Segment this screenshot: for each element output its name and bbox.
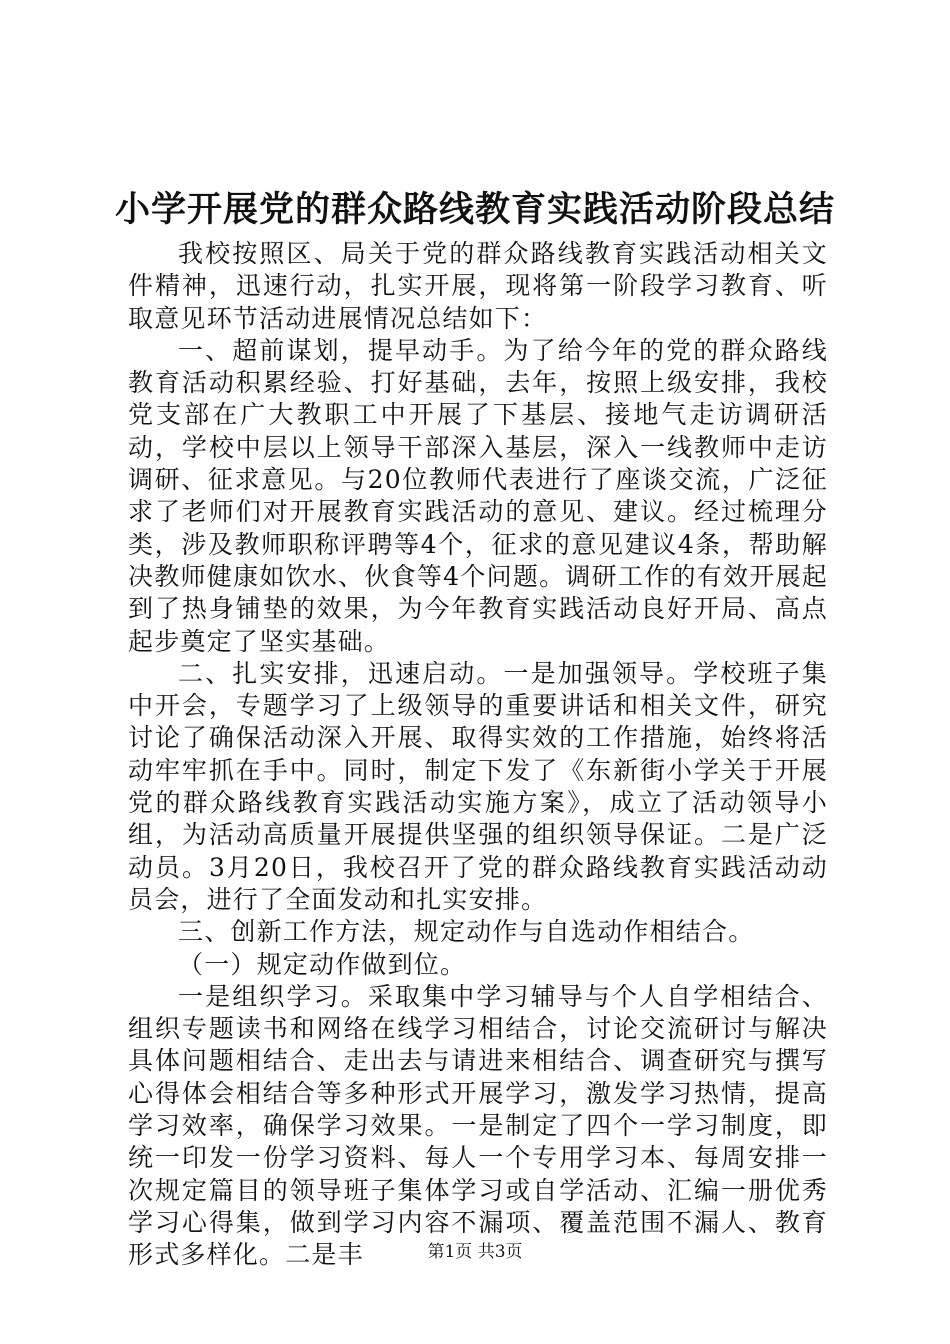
document-body bbox=[128, 238, 828, 1272]
paragraph-study: 一是组织学习。采取集中学习辅导与个人自学相结合、组织专题读书和网络在线学习相结合，讨论交流研讨与解决具体问题相结合、走出去与请进来相结合、调查研究与撰写心得体会相结合等多种形式开展学习，激发学习热情，提高学习效率，确保学习效果。一是制定了四个一学习制度，即统一印发一份学习资料、每人一个专用学习本、每周安排一次规定篇目的领导班子集体学习或自学活动、汇编一册优秀学习心得集，做到学习内容不漏项、覆盖范围不漏人、教育形式多样化。二是丰 bbox=[128, 981, 828, 1270]
paragraph-section-2: 二、扎实安排，迅速启动。一是加强领导。学校班子集中开会，专题学习了上级领导的重要讲话和相关文件，研究讨论了确保活动深入开展、取得实效的工作措施，始终将活动牢牢抓在手中。同时，制定下发了《东新街小学关于开展党的群众路线教育实践活动实施方案》，成立了活动领导小组，为活动高质量开展提供坚强的组织领导保证。二是广泛动员。3月20日，我校召开了党的群众路线教育实践活动动员会，进行了全面发动和扎实安排。 bbox=[128, 658, 828, 914]
paragraph-intro: 我校按照区、局关于党的群众路线教育实践活动相关文件精神，迅速行动，扎实开展，现将第一阶段学习教育、听取意见环节活动进展情况总结如下： bbox=[128, 239, 828, 333]
document-title: 小学开展党的群众路线教育实践活动阶段总结 bbox=[114, 189, 835, 230]
paragraph-section-1: 一、超前谋划，提早动手。为了给今年的党的群众路线教育活动积累经验、打好基础，去年，按照上级安排，我校党支部在广大教职工中开展了下基层、接地气走访调研活动，学校中层以上领导干部深入基层，深入一线教师中走访调研、征求意见。与20位教师代表进行了座谈交流，广泛征求了老师们对开展教育实践活动的意见、建议。经过梳理分类，涉及教师职称评聘等4个，征求的意见建议4条，帮助解决教师健康如饮水、伙食等4个问题。调研工作的有效开展起到了热身铺垫的效果，为今年教育实践活动良好开局、高点起步奠定了坚实基础。 bbox=[128, 335, 828, 656]
paragraph-section-3-heading: 三、创新工作方法，规定动作与自选动作相结合。 bbox=[178, 917, 755, 947]
paragraph-subsection-1-heading: （一）规定动作做到位。 bbox=[178, 949, 467, 979]
page-footer: 第1页 共3页 bbox=[427, 1242, 523, 1262]
